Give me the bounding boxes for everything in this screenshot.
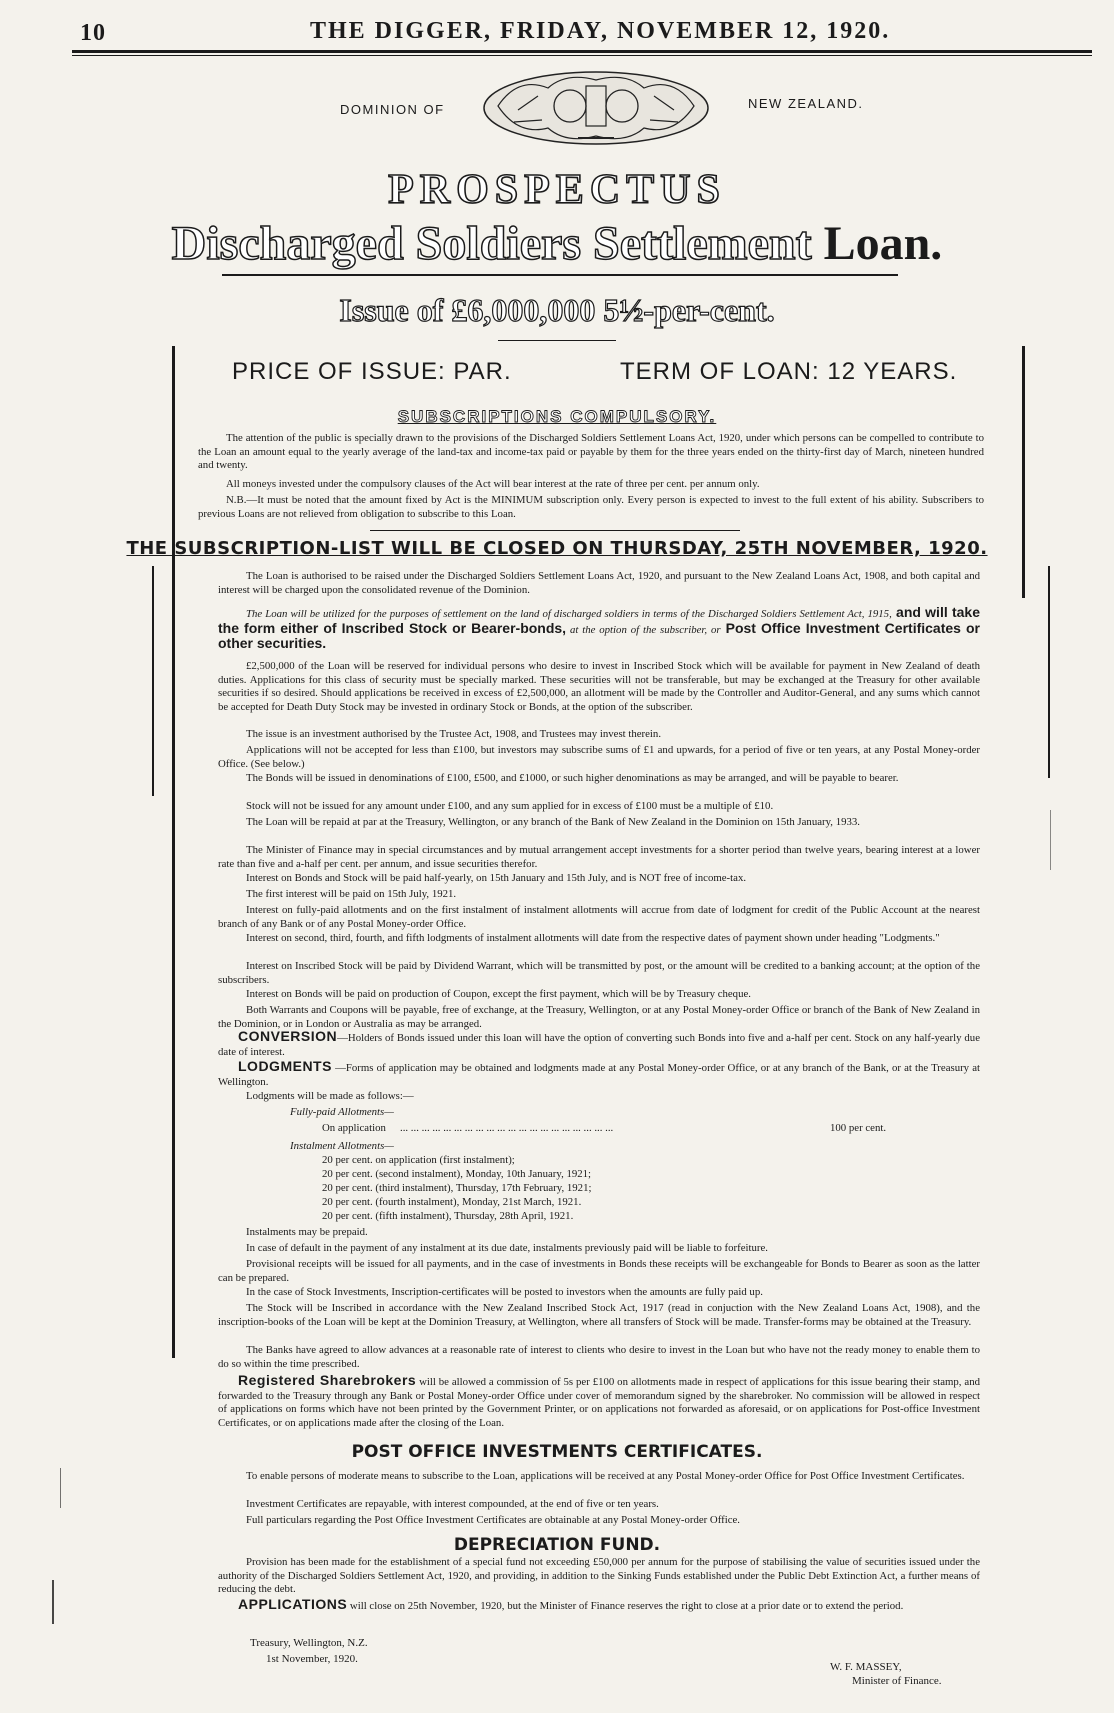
- conversion-lead: CONVERSION: [238, 1028, 338, 1044]
- poi-bold: Post Office Investment Certificates or other securities.: [218, 619, 980, 651]
- instalment-label: Instalment Allotments—: [290, 1140, 394, 1152]
- instalment-2: 20 per cent. (second instalment), Monday, 10th January, 1921;: [322, 1168, 592, 1180]
- conversion-text: —Holders of Bonds issued under this loan will have the option of converting such Bonds into five and a-half per cent. Stock on any half-yearly due date of interest.: [218, 1032, 980, 1058]
- prepaid-note: Instalments may be prepaid.: [246, 1226, 368, 1238]
- masthead-rule-thin: [72, 55, 1092, 56]
- right-outer-rule: [1048, 566, 1050, 778]
- lodgments-paragraph: [218, 1060, 980, 1089]
- sharebrokers-lead: Registered Sharebrokers: [238, 1372, 417, 1388]
- loan-title-part2: Settlement: [593, 217, 824, 270]
- list-top-rule: [370, 530, 740, 531]
- lodgments-text: —Forms of application may be obtained and lodgments made at any Postal Money-order Office, or at any branch of the Bank, or at the Treasury at Wellington.: [218, 1062, 980, 1088]
- lodgments-follow: Lodgments will be made as follows:—: [246, 1090, 414, 1102]
- masthead-title: THE DIGGER, FRIDAY, NOVEMBER 12, 1920.: [310, 18, 891, 44]
- on-application-label: On application: [322, 1122, 386, 1134]
- instalment-4: 20 per cent. (fourth instalment), Monday, 21st March, 1921.: [322, 1196, 582, 1208]
- body-paragraph-14: Interest on Inscribed Stock will be paid by Dividend Warrant, which will be transmitted by post, or the amount will be credited to a banking account; at the option of the subscribers.: [218, 960, 980, 986]
- body-paragraph-4: The issue is an investment authorised by the Trustee Act, 1908, and Trustees may invest therein.: [246, 728, 662, 740]
- conversion-paragraph: [218, 1030, 980, 1059]
- body-paragraph-5: Applications will not be accepted for less than £100, but investors may subscribe sums of £1 and upwards, for a period of five or ten years, at any Postal Money-order Office. (See below.): [218, 744, 980, 770]
- new-zealand-label: NEW ZEALAND.: [748, 96, 864, 111]
- option-italic: at the option of the subscriber, or: [566, 623, 721, 636]
- coat-of-arms-icon: [478, 66, 714, 148]
- body-paragraph-10: Interest on Bonds and Stock will be paid half-yearly, on 15th January and 15th July, and is NOT free of income-tax.: [246, 872, 747, 884]
- applications-paragraph: [218, 1598, 980, 1614]
- applications-lead: APPLICATIONS: [238, 1596, 348, 1612]
- leader-dots: ... ... ... ... ... ... ... ... ... ... ... ... ... ... ... ... ... ... ... ...: [400, 1122, 614, 1134]
- form-bold: and will take the form either of Inscribed Stock or Bearer-bonds,: [218, 604, 980, 636]
- body-paragraph-3: £2,500,000 of the Loan will be reserved for individual persons who desire to invest in Inscribed Stock which will be available for payment in New Zealand of death duties. Applications for this class of security must be specially marked. These securities will not be transferable, but may be exchanged at the Treasury for other available securities if so desired. Should applications be received in excess of £2,500,000, an allotment will be made by the Controller and Auditor-General, and any sums which cannot be accepted for Death Duty Stock may be invested in ordinary Stock or Bonds, at the option of the subscriber.: [218, 660, 980, 713]
- body-paragraph-13: Interest on second, third, fourth, and fifth lodgments of instalment allotments will date from the respective dates of payment shown under heading "Lodgments.": [246, 932, 940, 944]
- sharebrokers-paragraph: [218, 1374, 980, 1430]
- instalment-3: 20 per cent. (third instalment), Thursday, 17th February, 1921;: [322, 1182, 592, 1194]
- page-number: 10: [80, 20, 106, 46]
- dominion-of-label: DOMINION OF: [340, 102, 445, 117]
- term-of-loan: TERM OF LOAN: 12 YEARS.: [620, 358, 958, 385]
- left-column-rule: [172, 346, 175, 1358]
- poi-paragraph-2: Investment Certificates are repayable, with interest compounded, at the end of five or ten years.: [246, 1498, 659, 1510]
- sharebrokers-text: will be allowed a commission of 5s per £100 on allotments made in respect of applications for this issue bearing their stamp, and forwarded to the Treasury through any Bank or Postal Money-order Office under cover of memorandum signed by the sharebroker. No commission will be allowed in respect of applications on forms which have not been printed by the Government Printer, or on applications not forwarded as aforesaid, or on applications for Post-office Investment Certificates, or on applications made after the closing of the Loan.: [218, 1376, 980, 1429]
- edge-mark-2: [52, 1580, 54, 1624]
- body-paragraph-9: The Minister of Finance may in special circumstances and by mutual arrangement accept investments for a shorter period than twelve years, bearing interest at a lower rate than five and a-half per cent. per annum, and issue securities therefor.: [218, 844, 980, 870]
- body-paragraph-17: In case of default in the payment of any instalment at its due date, instalments previously paid will be liable to forfeiture.: [246, 1242, 768, 1254]
- utilized-italic: The Loan will be utilized for the purposes of settlement on the land of discharged soldiers in terms of the Discharged Soldiers Settlement Act, 1915,: [246, 608, 892, 620]
- body-paragraph-18: Provisional receipts will be issued for all payments, and in the case of investments in Bonds these receipts will be exchangeable for Bonds to Bearer as soon as the latter can be prepared.: [218, 1258, 980, 1284]
- left-outer-rule: [152, 566, 154, 796]
- body-paragraph-11: The first interest will be paid on 15th July, 1921.: [246, 888, 457, 900]
- loan-title-part1: Discharged Soldiers: [171, 217, 594, 270]
- footer-place: Treasury, Wellington, N.Z.: [250, 1637, 368, 1649]
- subscription-list-heading: THE SUBSCRIPTION-LIST WILL BE CLOSED ON THURSDAY, 25TH NOVEMBER, 1920.: [126, 538, 988, 559]
- right-column-rule: [1022, 346, 1025, 598]
- compulsory-paragraph-3: N.B.—It must be noted that the amount fixed by Act is the MINIMUM subscription only. Every person is expected to invest to the full extent of his ability. Subscribers to previous Loans are not relieved from obligation to subscribe to this Loan.: [198, 494, 984, 520]
- instalment-1: 20 per cent. on application (first instalment);: [322, 1154, 515, 1166]
- signer-name: W. F. MASSEY,: [830, 1661, 902, 1673]
- applications-text: will close on 25th November, 1920, but the Minister of Finance reserves the right to close at a prior date or to extend the period.: [347, 1600, 904, 1612]
- body-paragraph-7: Stock will not be issued for any amount under £100, and any sum applied for in excess of £100 must be a multiple of £10.: [246, 800, 774, 812]
- subscriptions-compulsory-heading: SUBSCRIPTIONS COMPULSORY.: [397, 407, 717, 426]
- footer-date: 1st November, 1920.: [266, 1653, 358, 1665]
- body-paragraph-2: [218, 606, 980, 653]
- compulsory-paragraph-2: All moneys invested under the compulsory clauses of the Act will bear interest at the rate of three per cent. per annum only.: [226, 478, 760, 490]
- edge-mark-1: [60, 1468, 61, 1508]
- loan-title-part3: Loan.: [823, 217, 943, 270]
- hundred-per-cent: 100 per cent.: [830, 1122, 887, 1134]
- body-paragraph-21: The Banks have agreed to allow advances at a reasonable rate of interest to clients who desire to invest in the Loan but who have not the ready money to enable them to do so within the time prescribed.: [218, 1344, 980, 1370]
- lodgments-lead: LODGMENTS: [238, 1058, 332, 1074]
- edge-mark-3: [1050, 810, 1051, 870]
- poi-paragraph-1: To enable persons of moderate means to subscribe to the Loan, applications will be received at any Postal Money-order Office for Post Office Investment Certificates.: [246, 1470, 965, 1482]
- post-office-heading: POST OFFICE INVESTMENTS CERTIFICATES.: [351, 1442, 763, 1462]
- body-paragraph-8: The Loan will be repaid at par at the Treasury, Wellington, or any branch of the Bank of New Zealand in the Dominion on 15th January, 1933.: [246, 816, 860, 828]
- depreciation-heading: DEPRECIATION FUND.: [453, 1535, 661, 1555]
- body-paragraph-12: Interest on fully-paid allotments and on the first instalment of instalment allotments will accrue from date of lodgment for credit of the Public Account at the nearest branch of any Bank or of any Postal Money-order Office.: [218, 904, 980, 930]
- price-of-issue: PRICE OF ISSUE: PAR.: [232, 358, 512, 385]
- loan-title: [0, 216, 1114, 271]
- prospectus-heading: PROSPECTUS: [388, 167, 726, 213]
- fully-paid-label: Fully-paid Allotments—: [290, 1106, 394, 1118]
- body-paragraph-1: The Loan is authorised to be raised under the Discharged Soldiers Settlement Loans Act, 1920, and pursuant to the New Zealand Loans Act, 1908, and both capital and interest will be charged upon the consolidated revenue of the Dominion.: [218, 570, 980, 596]
- title-underline: [222, 274, 898, 276]
- instalment-5: 20 per cent. (fifth instalment), Thursday, 28th April, 1921.: [322, 1210, 574, 1222]
- issue-heading: Issue of £6,000,000 5½-per-cent.: [339, 292, 775, 328]
- issue-underline: [498, 340, 616, 341]
- signer-title: Minister of Finance.: [852, 1675, 942, 1687]
- body-paragraph-20: The Stock will be Inscribed in accordance with the New Zealand Inscribed Stock Act, 1917 (read in conjuction with the New Zealand Loans Act, 1908), and the inscription-books of the Loan will be kept at the Dominion Treasury, at Wellington, where all transfers of Stock will be made. Transfer-forms may be obtained at the Treasury.: [218, 1302, 980, 1328]
- body-paragraph-15: Interest on Bonds will be paid on production of Coupon, except the first payment, which will be by Treasury cheque.: [246, 988, 751, 1000]
- body-paragraph-6: The Bonds will be issued in denominations of £100, £500, and £1000, or such higher denominations as may be arranged, and will be payable to bearer.: [246, 772, 899, 784]
- body-paragraph-16: Both Warrants and Coupons will be payable, free of exchange, at the Treasury, Wellington, or at any Postal Money-order Office or branch of the Bank of New Zealand in the Dominion, or in London or Australia as may be arranged.: [218, 1004, 980, 1030]
- depreciation-paragraph: Provision has been made for the establishment of a special fund not exceeding £50,000 per annum for the purpose of stabilising the value of securities issued under the authority of the Discharged Soldiers Settlement Act, 1920, and providing, in addition to the Sinking Funds established under the Public Debt Extinction Act, a further means of reducing the debt.: [218, 1556, 980, 1595]
- body-paragraph-19: In the case of Stock Investments, Inscription-certificates will be posted to investors when the amounts are fully paid up.: [246, 1286, 763, 1298]
- masthead-rule: [72, 50, 1092, 53]
- compulsory-paragraph-1: The attention of the public is specially drawn to the provisions of the Discharged Soldiers Settlement Loans Act, 1920, under which persons can be compelled to contribute to the Loan an amount equal to the yearly average of the land-tax and income-tax paid or payable by them for the three years ended on the thirty-first day of March, nineteen hundred and twenty.: [198, 432, 984, 471]
- poi-paragraph-3: Full particulars regarding the Post Office Investment Certificates are obtainable at any Postal Money-order Office.: [246, 1514, 740, 1526]
